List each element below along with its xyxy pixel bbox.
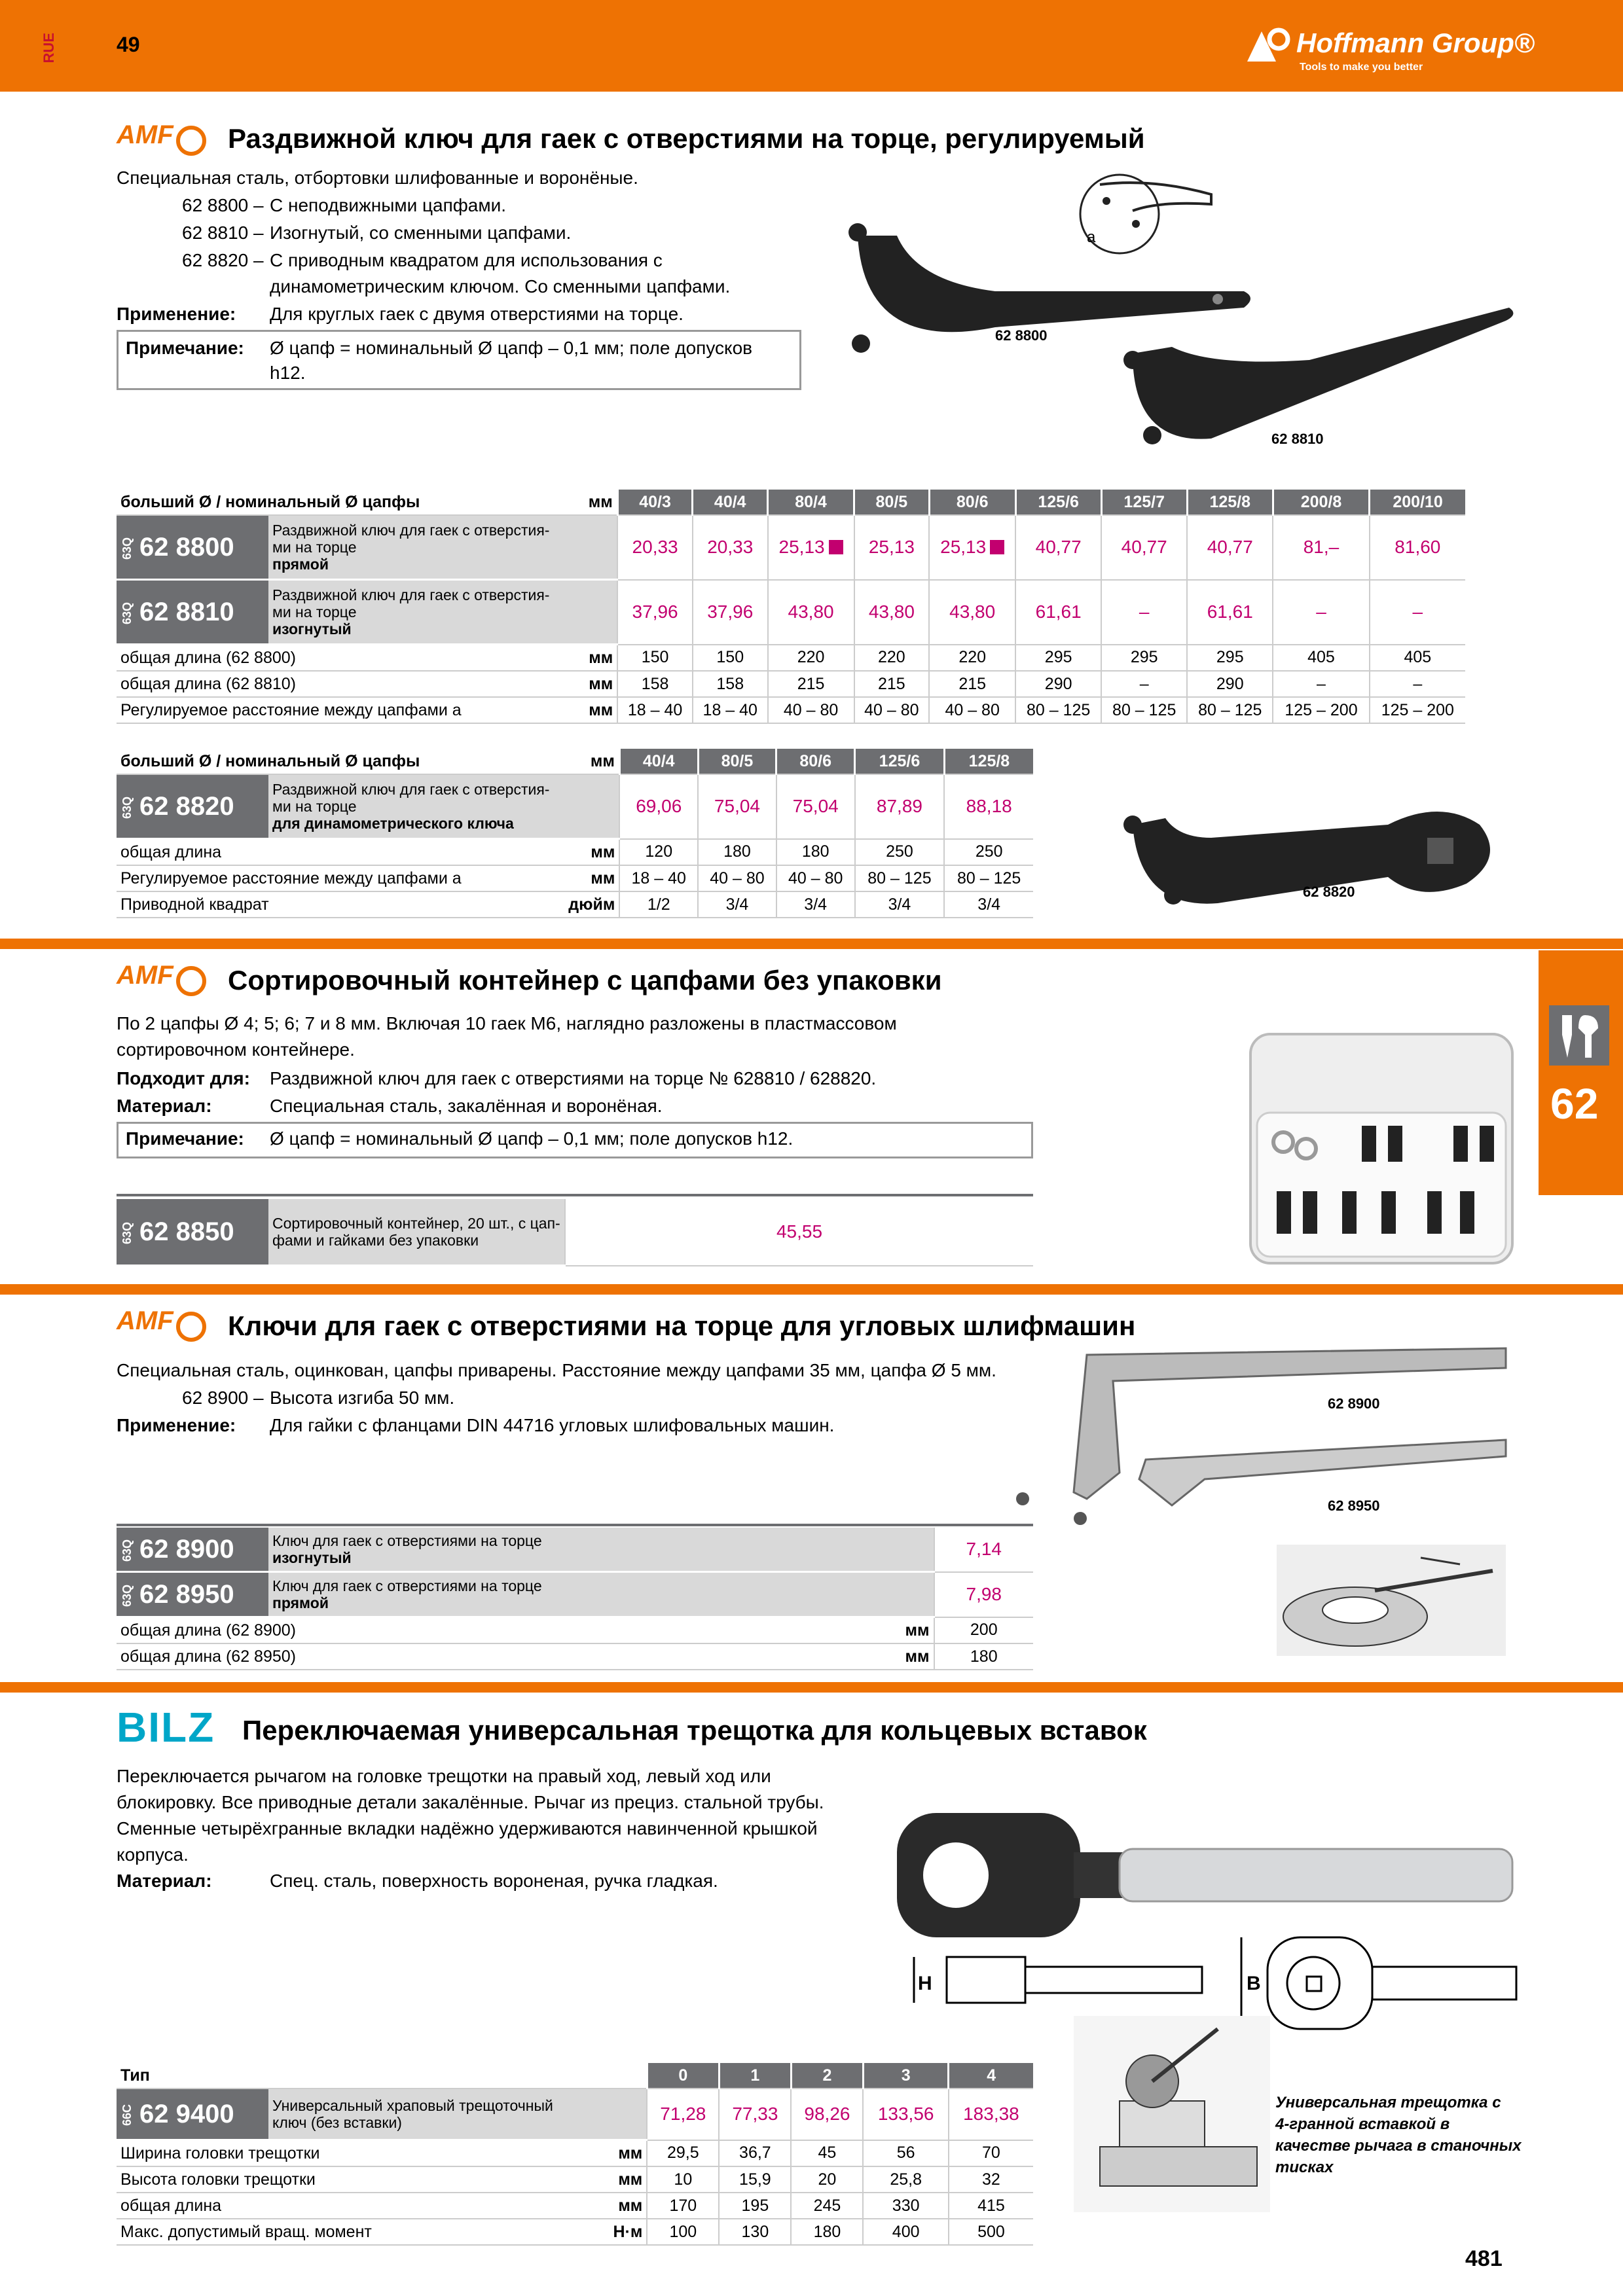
spec-value: 295 [1015, 645, 1101, 672]
spec-label: общая длина [117, 2193, 592, 2219]
article-number: 62 8810 [139, 597, 234, 626]
spec-value: 330 [863, 2193, 948, 2219]
spec-value: 40 – 80 [768, 697, 854, 723]
order-prefix: 63Q [120, 1584, 134, 1607]
column-header: 125/6 [1015, 490, 1101, 515]
unit: мм [550, 839, 619, 866]
section-title: Переключаемая универсальная трещотка для кольцевых вставок [242, 1715, 1147, 1746]
table-row [117, 1199, 1033, 1266]
price: 37,96 [693, 580, 768, 645]
table-rule [117, 1194, 1033, 1196]
variant-text: С неподвижными цапфами. [270, 195, 507, 215]
column-header: 40/4 [693, 490, 768, 515]
variant-code: 62 8900 – [182, 1388, 264, 1408]
price: 81,60 [1370, 515, 1465, 580]
variant-text: Высота изгиба 50 мм. [270, 1388, 455, 1408]
unit: мм [592, 2193, 647, 2219]
article-description: Сортировочный контейнер, 20 шт., с цап- фами и гайками без упаковки [268, 1199, 565, 1266]
material-label: Материал: [117, 1096, 212, 1116]
spec-value: 40 – 80 [698, 865, 776, 891]
table-head-label: Тип [117, 2063, 592, 2089]
image-label: 62 8810 [1271, 431, 1324, 447]
column-header: 1 [719, 2063, 791, 2089]
spec-label: Приводной квадрат [117, 891, 550, 918]
section-text: сортировочном контейнере. [117, 1039, 355, 1060]
fits-text: Раздвижной ключ для гаек с отверстиями на торце № 628810 / 628820. [270, 1068, 877, 1088]
price: 77,33 [719, 2089, 791, 2140]
price: 133,56 [863, 2089, 948, 2140]
spec-label: Регулируемое расстояние между цапфами a [117, 697, 568, 723]
spec-label: общая длина (62 8950) [117, 1643, 594, 1670]
spec-value: 220 [768, 645, 854, 672]
unit: мм [592, 2140, 647, 2167]
dimension-h-label: H [918, 1973, 932, 1994]
spec-value: 80 – 125 [944, 865, 1033, 891]
spec-value: 18 – 40 [693, 697, 768, 723]
spec-value: 3/4 [944, 891, 1033, 918]
price: 7,98 [934, 1572, 1033, 1617]
variant-text: С приводным квадратом для использования с [270, 250, 663, 270]
spec-label: общая длина (62 8900) [117, 1617, 594, 1644]
unit: мм [568, 645, 618, 672]
column-header: 200/10 [1370, 490, 1465, 515]
price: 43,80 [768, 580, 854, 645]
spec-value: 415 [949, 2193, 1033, 2219]
article-number: 62 8800 [139, 532, 234, 562]
page-number: 481 [1465, 2246, 1503, 2271]
spec-row [117, 2166, 1033, 2193]
price: 87,89 [855, 774, 945, 839]
section-text: Специальная сталь, оцинкован, цапфы приварены. Расстояние между цапфами 35 мм, цапфа Ø 5 мм. [117, 1360, 996, 1380]
spec-row [117, 1643, 1033, 1670]
column-header: 80/4 [768, 490, 854, 515]
chapter-number: 62 [1550, 1079, 1599, 1128]
stock-marker-icon [829, 540, 843, 554]
unit: мм [568, 697, 618, 723]
image-label: 62 8800 [995, 327, 1048, 344]
column-header: 40/3 [617, 490, 693, 515]
table-head-label: больший Ø / номинальный Ø цапфы [117, 490, 568, 515]
image-label: 62 8950 [1328, 1498, 1380, 1514]
column-header: 4 [949, 2063, 1033, 2089]
variant-text-cont: динамометрическим ключом. Со сменными цапфами. [270, 276, 731, 296]
amf-logo: AMF [117, 961, 206, 996]
price: – [1273, 580, 1369, 645]
amf-logo: AMF [117, 1306, 206, 1342]
price-table-628900 [117, 1528, 1033, 1670]
column-header: 125/6 [855, 749, 945, 774]
price-table-628820 [117, 749, 1033, 918]
spec-value: 56 [863, 2140, 948, 2167]
spec-value: 180 [934, 1643, 1033, 1670]
price: 75,04 [698, 774, 776, 839]
price: – [1101, 580, 1187, 645]
section-text: Переключается рычагом на головке трещотки на правый ход, левый ход или [117, 1766, 771, 1786]
price: 40,77 [1187, 515, 1273, 580]
order-prefix: 63Q [120, 601, 134, 624]
spec-row [117, 2193, 1033, 2219]
note-text: Ø цапф = номинальный Ø цапф – 0,1 мм; поле допусков h12. [270, 1128, 793, 1149]
spec-value: 3/4 [698, 891, 776, 918]
price: 25,13 [778, 537, 825, 558]
section-title: Раздвижной ключ для гаек с отверстиями на торце, регулируемый [228, 123, 1145, 154]
article-number: 62 8950 [139, 1579, 234, 1609]
order-prefix: 63Q [120, 537, 134, 560]
section-divider [0, 1284, 1623, 1295]
table-head-label: больший Ø / номинальный Ø цапфы [117, 749, 550, 774]
wrench-diagram-icon [1061, 165, 1218, 263]
spec-value: 150 [693, 645, 768, 672]
spec-value: 18 – 40 [617, 697, 693, 723]
table-row [117, 1528, 1033, 1572]
spec-row [117, 2219, 1033, 2245]
spec-value: 180 [791, 2219, 863, 2245]
table-row [117, 515, 1465, 580]
spec-value: – [1273, 671, 1369, 697]
section-text: корпуса. [117, 1844, 189, 1865]
spec-value: – [1101, 671, 1187, 697]
article-description: Ключ для гаек с отверстиями на торце прямой [268, 1572, 934, 1617]
price: 25,13 [854, 515, 930, 580]
note-label: Примечание: [126, 338, 244, 358]
spec-value: 158 [693, 671, 768, 697]
variant-code: 62 8800 – [182, 195, 264, 215]
price-cell [768, 515, 854, 580]
price: – [1370, 580, 1465, 645]
order-prefix: 63Q [120, 1539, 134, 1562]
bilz-logo: BILZ [117, 1704, 215, 1751]
spec-row [117, 2140, 1033, 2167]
spec-label: Регулируемое расстояние между цапфами a [117, 865, 550, 891]
spec-value: 180 [698, 839, 776, 866]
spec-value: 15,9 [719, 2166, 791, 2193]
column-header: 80/6 [776, 749, 855, 774]
article-description: Универсальный храповый трещоточный ключ (без вставки) [268, 2089, 647, 2140]
spec-value: 80 – 125 [1187, 697, 1273, 723]
spec-row [117, 697, 1465, 723]
column-header: 2 [791, 2063, 863, 2089]
unit: мм [550, 749, 619, 774]
spec-row [117, 839, 1033, 866]
unit: мм [568, 671, 618, 697]
amf-ring-icon [176, 126, 206, 156]
spec-value: 70 [949, 2140, 1033, 2167]
application-text: Для круглых гаек с двумя отверстиями на торце. [270, 304, 684, 324]
material-label: Материал: [117, 1871, 212, 1891]
image-label: 62 8900 [1328, 1395, 1380, 1412]
spec-value: 45 [791, 2140, 863, 2167]
spec-value: 295 [1187, 645, 1273, 672]
ratchet-in-vise-image [1074, 2016, 1270, 2212]
price: 40,77 [1015, 515, 1101, 580]
table-row [117, 1572, 1033, 1617]
stock-marker-icon [990, 540, 1004, 554]
spec-value: 125 – 200 [1370, 697, 1465, 723]
dimension-b-label: B [1247, 1973, 1261, 1994]
spec-row [117, 865, 1033, 891]
price: 81,– [1273, 515, 1369, 580]
spec-row [117, 1617, 1033, 1644]
column-header: 80/6 [929, 490, 1015, 515]
spec-value: 158 [617, 671, 693, 697]
spec-value: 220 [854, 645, 930, 672]
image-caption: Универсальная трещотка с 4-гранной вставкой в качестве рычага в станочных тисках [1275, 2094, 1522, 2176]
spec-label: общая длина (62 8800) [117, 645, 568, 672]
unit: мм [594, 1617, 934, 1644]
spec-label: Высота головки трещотки [117, 2166, 592, 2193]
price: 69,06 [619, 774, 698, 839]
spec-label: общая длина [117, 839, 550, 866]
spec-value: 40 – 80 [776, 865, 855, 891]
spec-value: 29,5 [647, 2140, 719, 2167]
grinder-usage-diagram-image [1277, 1545, 1506, 1656]
spec-value: 36,7 [719, 2140, 791, 2167]
spec-value: 215 [929, 671, 1015, 697]
price: 183,38 [949, 2089, 1033, 2140]
image-label: 62 8820 [1303, 884, 1355, 900]
spec-value: 3/4 [776, 891, 855, 918]
language-code: RUE [41, 33, 57, 63]
section-title: Сортировочный контейнер с цапфами без упаковки [228, 965, 942, 996]
spec-value: 405 [1273, 645, 1369, 672]
spec-value: 290 [1187, 671, 1273, 697]
spec-value: 3/4 [855, 891, 945, 918]
note-text: Ø цапф = номинальный Ø цапф – 0,1 мм; поле допусков [270, 338, 753, 358]
spec-value: 120 [619, 839, 698, 866]
price: 88,18 [944, 774, 1033, 839]
price: 20,33 [693, 515, 768, 580]
column-header: 125/8 [1187, 490, 1273, 515]
unit: мм [568, 490, 618, 515]
chapter-tab [1539, 950, 1623, 1195]
spec-value: 125 – 200 [1273, 697, 1369, 723]
section-title: Ключи для гаек с отверстиями на торце для угловых шлифмашин [228, 1310, 1136, 1341]
article-number: 62 8820 [139, 791, 234, 821]
spec-value: 18 – 40 [619, 865, 698, 891]
section-text: По 2 цапфы Ø 4; 5; 6; 7 и 8 мм. Включая 10 гаек M6, наглядно разложены в пластмассовом [117, 1013, 897, 1033]
order-prefix: 66C [120, 2104, 134, 2126]
price: 7,14 [934, 1528, 1033, 1572]
column-header: 3 [863, 2063, 948, 2089]
unit: мм [592, 2166, 647, 2193]
note-text: h12. [270, 363, 306, 383]
price: 43,80 [929, 580, 1015, 645]
article-number: 62 9400 [139, 2099, 234, 2128]
column-header: 200/8 [1273, 490, 1369, 515]
order-prefix: 63Q [120, 1221, 134, 1244]
spec-label: Макс. допустимый вращ. момент [117, 2219, 592, 2245]
price-table-629400 [117, 2063, 1033, 2246]
variant-code: 62 8820 – [182, 250, 264, 270]
unit: мм [550, 865, 619, 891]
unit: Н·м [592, 2219, 647, 2245]
article-number: 62 8850 [139, 1217, 234, 1246]
price: 20,33 [617, 515, 693, 580]
spec-value: 215 [768, 671, 854, 697]
variant-text: Изогнутый, со сменными цапфами. [270, 223, 572, 243]
spec-value: 40 – 80 [854, 697, 930, 723]
spec-value: 80 – 125 [855, 865, 945, 891]
price: 25,13 [940, 537, 987, 558]
hoffmann-logo-icon [1247, 25, 1293, 62]
unit: мм [594, 1643, 934, 1670]
section-intro: Специальная сталь, отбортовки шлифованные и воронёные. [117, 168, 638, 188]
fits-label: Подходит для: [117, 1068, 250, 1088]
amf-logo: AMF [117, 120, 206, 156]
spec-value: – [1370, 671, 1465, 697]
price: 43,80 [854, 580, 930, 645]
application-text: Для гайки с фланцами DIN 44716 угловых шлифовальных машин. [270, 1415, 835, 1435]
article-description: Ключ для гаек с отверстиями на торце изогнутый [268, 1528, 934, 1572]
spec-value: 250 [944, 839, 1033, 866]
application-label: Применение: [117, 1415, 236, 1435]
article-description: Раздвижной ключ для гаек с отверстия- ми на торце изогнутый [268, 580, 617, 645]
spec-value: 215 [854, 671, 930, 697]
unit: дюйм [550, 891, 619, 918]
column-header: 40/4 [619, 749, 698, 774]
price-table-628800-628810 [117, 490, 1465, 724]
material-text: Спец. сталь, поверхность вороненая, ручка гладкая. [270, 1871, 718, 1891]
brand-name: Hoffmann Group® [1296, 27, 1535, 58]
section-text: блокировку. Все приводные детали закалённые. Рычаг из прециз. стальной трубы. [117, 1792, 824, 1812]
amf-ring-icon [176, 1312, 206, 1342]
note-label: Примечание: [126, 1128, 244, 1149]
variant-code: 62 8810 – [182, 223, 264, 243]
spec-value: 500 [949, 2219, 1033, 2245]
spec-value: 200 [934, 1617, 1033, 1644]
page-header [0, 0, 1623, 92]
spec-value: 10 [647, 2166, 719, 2193]
price: 61,61 [1015, 580, 1101, 645]
article-description: Раздвижной ключ для гаек с отверстия- ми на торце прямой [268, 515, 617, 580]
price: 45,55 [565, 1199, 1033, 1266]
dimension-a-label: a [1087, 228, 1096, 246]
spec-value: 40 – 80 [929, 697, 1015, 723]
spec-value: 250 [855, 839, 945, 866]
material-text: Специальная сталь, закалённая и воронёная. [270, 1096, 663, 1116]
price: 40,77 [1101, 515, 1187, 580]
order-prefix: 63Q [120, 796, 134, 819]
spec-value: 290 [1015, 671, 1101, 697]
price-table-628850 [117, 1199, 1033, 1266]
price-cell [929, 515, 1015, 580]
section-divider [0, 1682, 1623, 1693]
sorting-container-image [1244, 1028, 1519, 1270]
column-header: 80/5 [854, 490, 930, 515]
spec-value: 195 [719, 2193, 791, 2219]
spec-value: 100 [647, 2219, 719, 2245]
spec-value: 1/2 [619, 891, 698, 918]
column-header: 0 [647, 2063, 719, 2089]
price: 71,28 [647, 2089, 719, 2140]
spec-value: 130 [719, 2219, 791, 2245]
spec-value: 150 [617, 645, 693, 672]
spec-label: Ширина головки трещотки [117, 2140, 592, 2167]
column-header: 125/8 [944, 749, 1033, 774]
angle-grinder-wrenches-image [1008, 1342, 1519, 1551]
spec-value: 220 [929, 645, 1015, 672]
spec-value: 80 – 125 [1101, 697, 1187, 723]
spec-value: 295 [1101, 645, 1187, 672]
section-divider [0, 939, 1623, 949]
table-row [117, 2089, 1033, 2140]
section-text: Сменные четырёхгранные вкладки надёжно удерживаются навинченной крышкой [117, 1818, 818, 1839]
table-rule [117, 1524, 1033, 1526]
spec-value: 180 [776, 839, 855, 866]
spec-row [117, 645, 1465, 672]
table-row [117, 580, 1465, 645]
price: 61,61 [1187, 580, 1273, 645]
price: 37,96 [617, 580, 693, 645]
article-number: 62 8900 [139, 1534, 234, 1564]
spec-value: 245 [791, 2193, 863, 2219]
spec-row [117, 671, 1465, 697]
spec-value: 80 – 125 [1015, 697, 1101, 723]
spec-value: 405 [1370, 645, 1465, 672]
application-label: Применение: [117, 304, 236, 324]
amf-ring-icon [176, 966, 206, 996]
spec-value: 400 [863, 2219, 948, 2245]
column-header: 125/7 [1101, 490, 1187, 515]
column-header: 80/5 [698, 749, 776, 774]
price: 75,04 [776, 774, 855, 839]
article-description: Раздвижной ключ для гаек с отверстия- ми на торце для динамометрического ключа [268, 774, 619, 839]
spec-label: общая длина (62 8810) [117, 671, 568, 697]
spec-value: 32 [949, 2166, 1033, 2193]
wrench-screwdriver-icon [1549, 1005, 1609, 1066]
spec-value: 25,8 [863, 2166, 948, 2193]
catalog-page-number: 49 [117, 33, 140, 56]
table-row [117, 774, 1033, 839]
brand-tagline: Tools to make you better [1300, 62, 1423, 73]
price: 98,26 [791, 2089, 863, 2140]
spec-row [117, 891, 1033, 918]
spec-value: 170 [647, 2193, 719, 2219]
spec-value: 20 [791, 2166, 863, 2193]
